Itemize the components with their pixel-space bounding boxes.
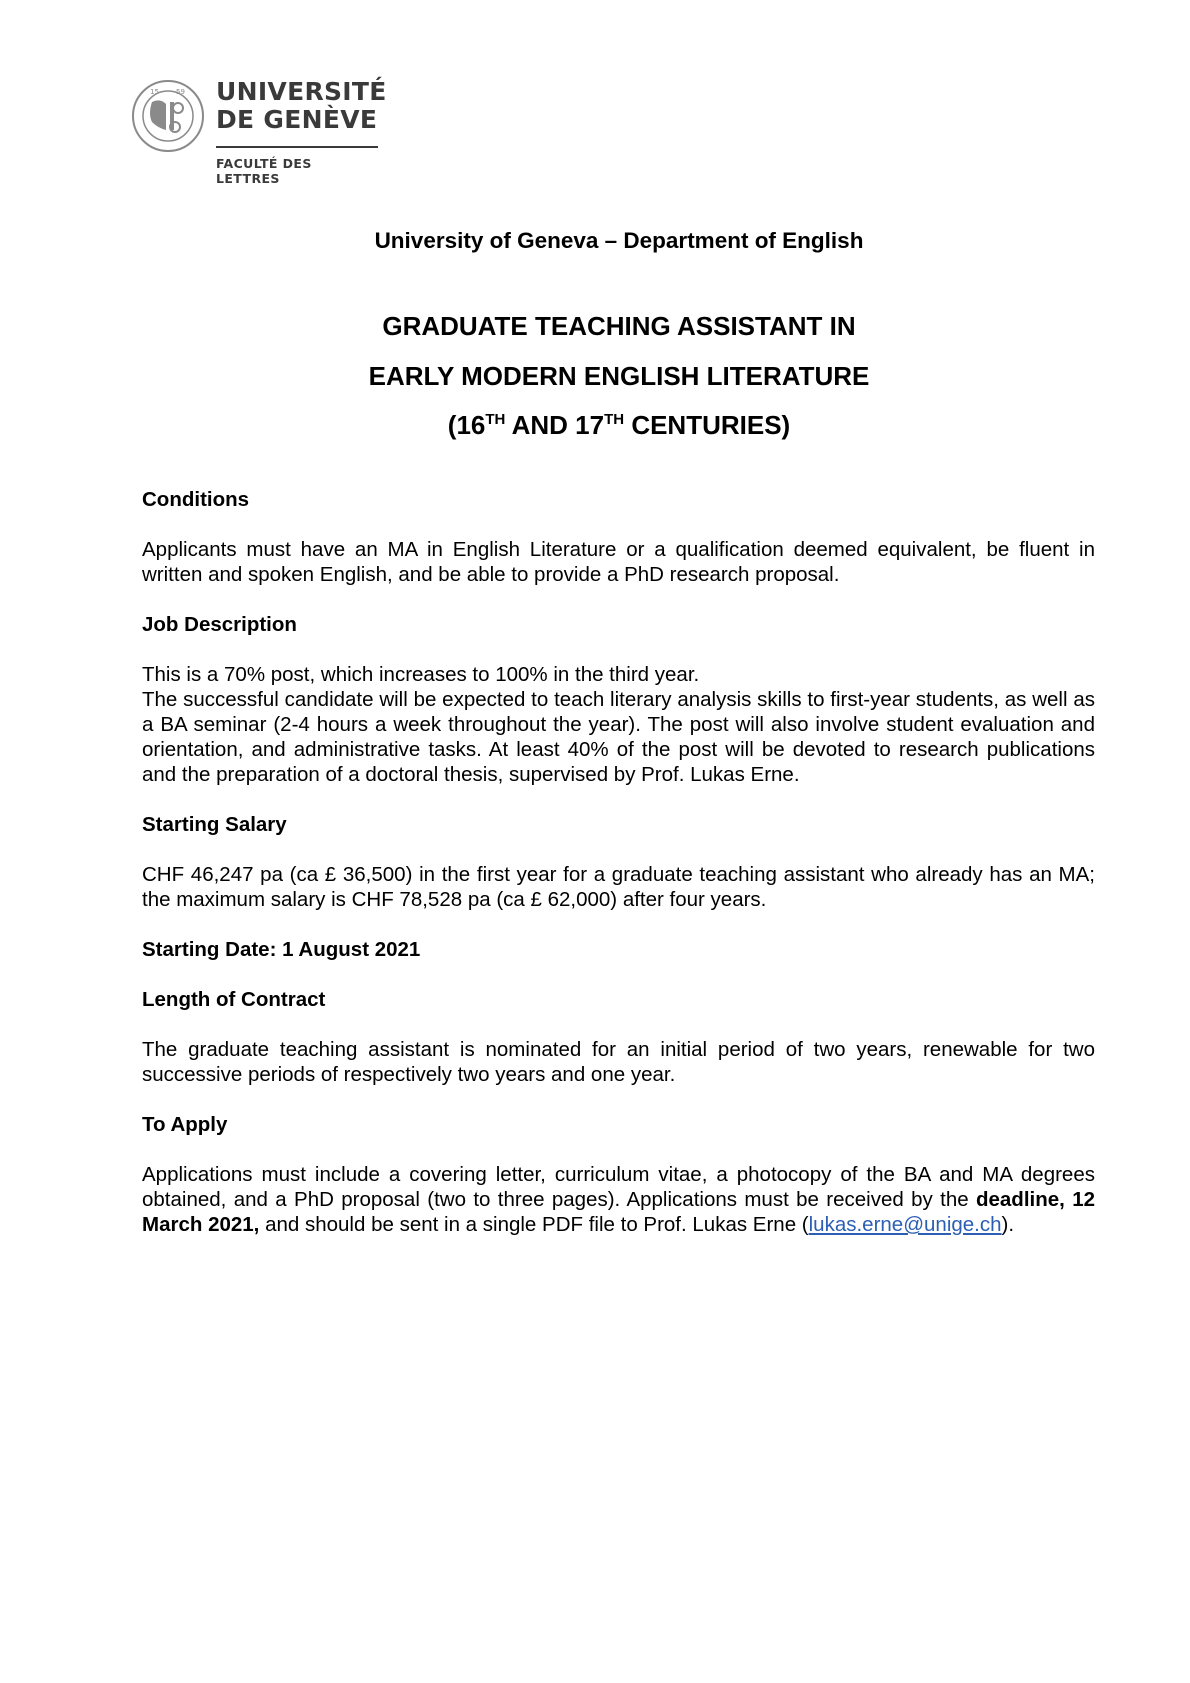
seal-year-right: 59 (176, 88, 185, 96)
title-part: (16 (447, 410, 486, 440)
job-description-line1: This is a 70% post, which increases to 100% in the third year. (142, 663, 700, 686)
to-apply-text-part: ). (1001, 1213, 1015, 1236)
university-wordmark (216, 78, 387, 134)
wordmark-line1: UNIVERSITÉ (216, 77, 387, 106)
starting-salary-text: CHF 46,247 pa (ca £ 36,500) in the first year for a graduate teaching assistant who already has an MA; the maximum salary is CHF 78,528 pa (ca £ 62,000) after four years. (142, 863, 1095, 911)
to-apply-text (142, 1162, 1095, 1237)
starting-salary-heading: Starting Salary (142, 813, 287, 836)
job-description-text: The successful candidate will be expected to teach literary analysis skills to first-year students, as well as a BA seminar (2-4 hours a week throughout the year). The post will also involve student evaluation and orientation, and administrative tasks. At least 40% of the post will be devoted to research publications and the preparation of a doctoral thesis, supervised by Prof. Lukas Erne. (142, 688, 1095, 786)
university-seal-icon (130, 78, 206, 154)
deadline: deadline, 12 March 2021, (142, 1188, 1095, 1236)
email-link[interactable]: lukas.erne@unige.ch (808, 1213, 1002, 1236)
to-apply-text-part: Applications must include a covering letter, curriculum vitae, a photocopy of the BA and MA degrees obtained, and a PhD proposal (two to three pages). Applications must be received by the (142, 1163, 1095, 1211)
faculty-name: FACULTÉ DES LETTRES (216, 156, 312, 186)
length-of-contract-heading: Length of Contract (142, 988, 326, 1011)
starting-date-heading: Starting Date: 1 August 2021 (142, 938, 421, 961)
conditions-text: Applicants must have an MA in English Literature or a qualification deemed equivalent, be fluent in written and spoken English, and be able to provide a PhD research proposal. (142, 538, 1095, 586)
document-body (142, 487, 1095, 1262)
title-superscript: TH (604, 411, 625, 428)
job-title-line3 (0, 401, 1190, 451)
wordmark-divider (216, 146, 378, 148)
job-description-heading: Job Description (142, 613, 297, 636)
to-apply-text-part: and should be sent in a single PDF file to Prof. Lukas Erne ( (259, 1213, 809, 1236)
title-superscript: TH (485, 411, 506, 428)
department-heading: University of Geneva – Department of English (374, 228, 864, 253)
wordmark-line2: DE GENÈVE (216, 105, 378, 134)
to-apply-heading: To Apply (142, 1113, 228, 1136)
job-title-line2: EARLY MODERN ENGLISH LITERATURE (368, 360, 870, 391)
conditions-heading: Conditions (142, 488, 250, 511)
title-part: AND 17 (505, 410, 605, 440)
job-title-line1: GRADUATE TEACHING ASSISTANT IN (382, 311, 856, 341)
university-logo (130, 74, 387, 186)
seal-year-left: 15 (150, 88, 159, 96)
job-title (0, 302, 1190, 451)
title-part: CENTURIES) (624, 410, 791, 440)
length-of-contract-text: The graduate teaching assistant is nominated for an initial period of two years, renewable for two successive periods of respectively two years and one year. (142, 1038, 1095, 1086)
